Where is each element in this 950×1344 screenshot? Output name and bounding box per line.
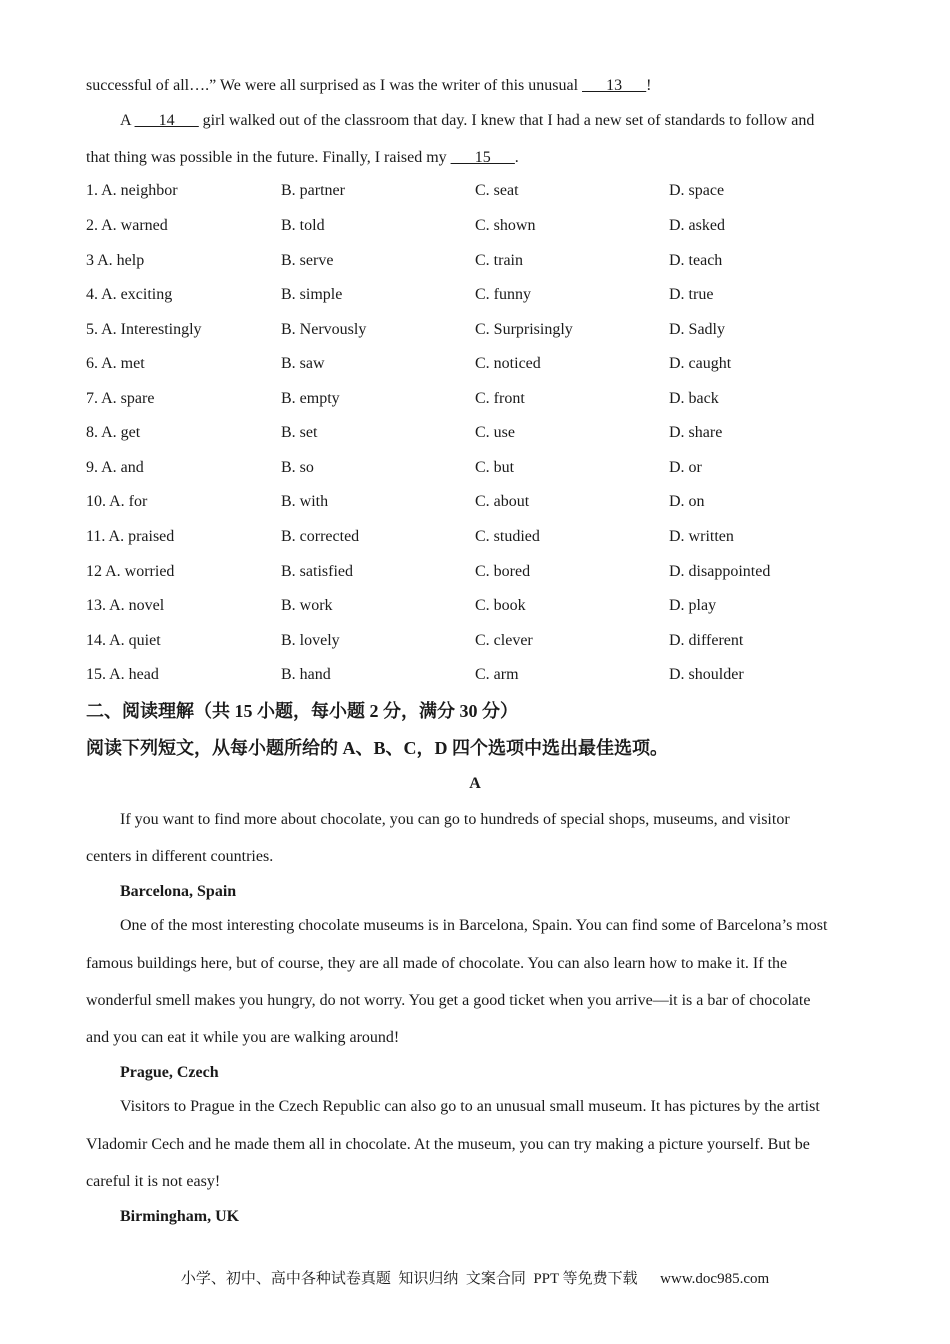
option-row [86,388,876,410]
option-a: 6. A. met [86,355,145,372]
option-c: C. but [475,459,515,476]
option-b: B. satisfied [281,563,353,580]
option-a: 9. A. and [86,459,144,476]
option-d: D. written [669,528,734,545]
option-b: B. Nervously [281,321,367,338]
option-a: 3 A. help [86,252,145,269]
option-b: B. work [281,597,333,614]
option-row [86,457,876,479]
subheading-barcelona: Barcelona, Spain [120,883,237,900]
option-b: B. set [281,424,318,441]
option-b: B. corrected [281,528,360,545]
option-a: 2. A. warned [86,217,168,234]
reading-line: Visitors to Prague in the Czech Republic can also go to an unusual small museum. It has pictures by the artist [120,1098,820,1115]
option-a: 11. A. praised [86,528,175,545]
option-row [86,595,876,617]
option-a: 8. A. get [86,424,141,441]
option-d: D. share [669,424,723,441]
option-d: D. space [669,182,725,199]
option-d: D. asked [669,217,725,234]
option-c: C. shown [475,217,536,234]
option-b: B. empty [281,390,340,407]
part-label: A [469,775,481,792]
option-d: D. back [669,390,719,407]
passage-text: girl walked out of the classroom that day. I knew that I had a new set of standards to follow and [198,112,815,129]
option-c: C. bored [475,563,531,580]
passage-line-2 [120,111,910,131]
option-c: C. use [475,424,515,441]
option-row [86,561,876,583]
passage-text: that thing was possible in the future. Finally, I raised my [86,149,451,166]
blank-15: ___15___ [450,149,515,166]
reading-line: and you can eat it while you are walking around! [86,1029,400,1046]
option-c: C. studied [475,528,540,545]
option-b: B. lovely [281,632,340,649]
passage-text: successful of all….” We were all surprised as I was the writer of this unusual [86,77,583,94]
option-b: B. serve [281,252,334,269]
reading-line: centers in different countries. [86,848,274,865]
option-c: C. book [475,597,526,614]
option-c: C. Surprisingly [475,321,573,338]
option-d: D. teach [669,252,723,269]
option-a: 13. A. novel [86,597,165,614]
option-a: 7. A. spare [86,390,155,407]
page-footer: 小学、初中、高中各种试卷真题 知识归纳 文案合同 PPT 等免费下载 www.doc985.com [180,1271,770,1287]
option-row [86,284,876,306]
option-b: B. with [281,493,329,510]
passage-text: A [120,112,135,129]
reading-line: One of the most interesting chocolate museums is in Barcelona, Spain. You can find some of Barcelona’s most [120,917,828,934]
option-d: D. disappointed [669,563,771,580]
option-b: B. partner [281,182,345,199]
reading-line: careful it is not easy! [86,1173,221,1190]
option-row [86,250,876,272]
option-a: 1. A. neighbor [86,182,178,199]
option-c: C. clever [475,632,533,649]
option-a: 5. A. Interestingly [86,321,202,338]
passage-line-1 [86,76,876,96]
option-a: 14. A. quiet [86,632,161,649]
subheading-prague: Prague, Czech [120,1064,219,1081]
option-c: C. train [475,252,523,269]
option-d: D. on [669,493,705,510]
option-b: B. told [281,217,325,234]
option-row [86,526,876,548]
reading-line: Vladomir Cech and he made them all in chocolate. At the museum, you can try making a picture yourself. But be [86,1136,810,1153]
option-d: D. caught [669,355,732,372]
option-a: 15. A. head [86,666,159,683]
option-a: 10. A. for [86,493,148,510]
option-c: C. funny [475,286,531,303]
option-b: B. simple [281,286,343,303]
passage-text: . [514,149,519,166]
subheading-birmingham: Birmingham, UK [120,1208,240,1225]
option-d: D. Sadly [669,321,725,338]
blank-14: ___14___ [134,112,199,129]
passage-text: ! [646,77,652,94]
option-row [86,180,876,202]
option-row [86,422,876,444]
reading-line: wonderful smell makes you hungry, do not worry. You get a good ticket when you arrive—it is a bar of chocolate [86,992,811,1009]
option-row [86,215,876,237]
option-c: C. about [475,493,530,510]
option-row [86,353,876,375]
option-b: B. so [281,459,314,476]
option-a: 4. A. exciting [86,286,173,303]
option-c: C. seat [475,182,519,199]
section-instruction: 阅读下列短文，从每小题所给的 A、B、C，D 四个选项中选出最佳选项。 [86,738,668,758]
option-row [86,491,876,513]
option-b: B. hand [281,666,331,683]
option-d: D. play [669,597,717,614]
blank-13: ___13___ [582,77,647,94]
section-title: 二、阅读理解（共 15 小题，每小题 2 分，满分 30 分） [86,701,518,721]
option-d: D. different [669,632,744,649]
option-b: B. saw [281,355,325,372]
reading-line: If you want to find more about chocolate, you can go to hundreds of special shops, museums, and visitor [120,811,790,828]
option-c: C. arm [475,666,519,683]
passage-line-3 [86,148,876,168]
option-d: D. true [669,286,714,303]
option-d: D. shoulder [669,666,744,683]
option-row [86,664,876,686]
option-c: C. noticed [475,355,541,372]
option-d: D. or [669,459,702,476]
option-row [86,630,876,652]
option-row [86,319,876,341]
option-c: C. front [475,390,525,407]
option-a: 12 A. worried [86,563,175,580]
reading-line: famous buildings here, but of course, they are all made of chocolate. You can also learn how to make it. If the [86,955,788,972]
